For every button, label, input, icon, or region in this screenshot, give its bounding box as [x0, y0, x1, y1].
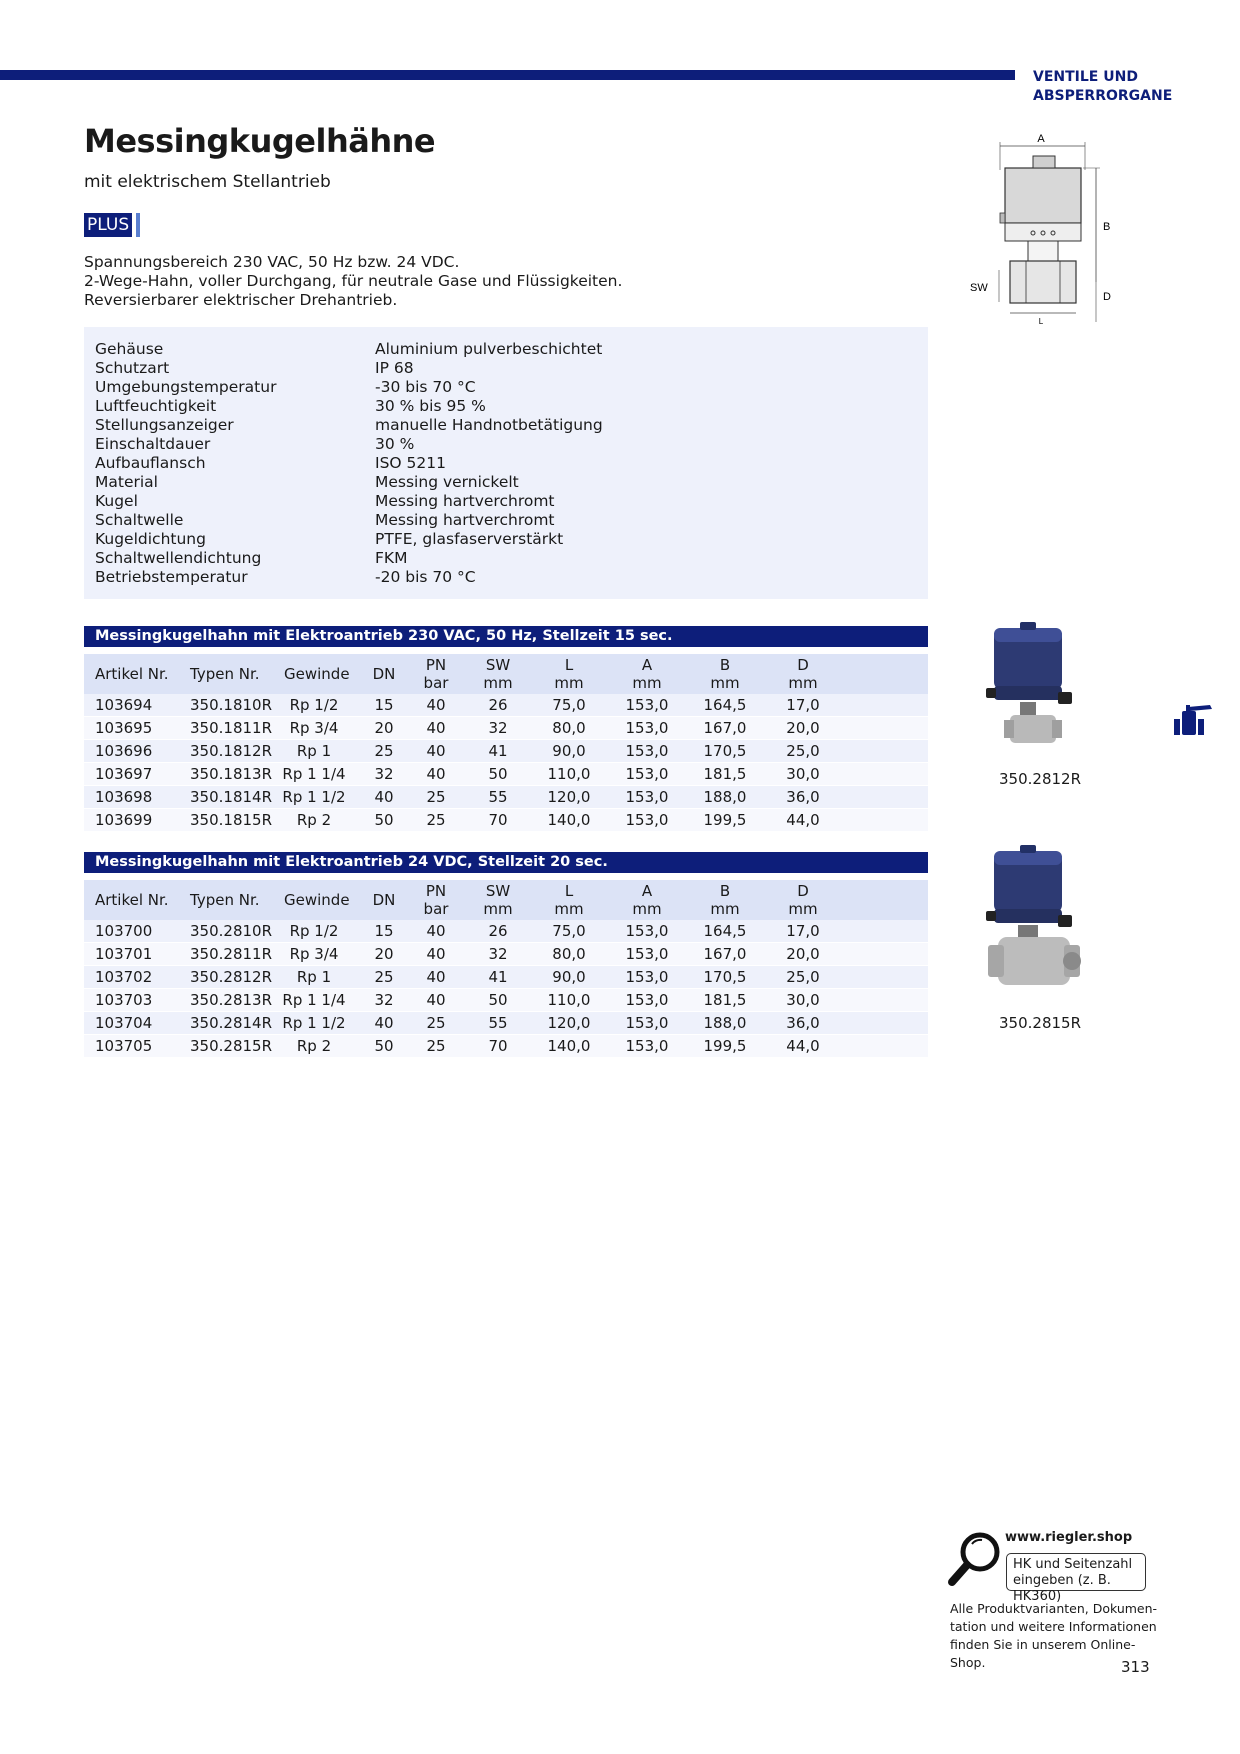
cell-l: 90,0 — [552, 968, 586, 986]
col-d-unit: mm — [788, 900, 818, 918]
cell-d: 36,0 — [786, 788, 820, 806]
cell-sw: 41 — [488, 968, 508, 986]
product-table-24vdc — [84, 852, 928, 1058]
cell-b: 199,5 — [703, 1037, 747, 1055]
plus-badge-text: PLUS — [84, 213, 132, 237]
col-pn-label: PN — [425, 656, 447, 674]
cell-a: 153,0 — [625, 1037, 669, 1055]
spec-key: Aufbauflansch — [95, 454, 206, 472]
table-row — [84, 809, 928, 832]
cell-dn: 15 — [374, 696, 394, 714]
cell-gewinde: Rp 1/2 — [289, 696, 339, 714]
intro-line: 2-Wege-Hahn, voller Durchgang, für neutrale Gase und Flüssigkeiten. — [84, 272, 623, 290]
spec-value: PTFE, glasfaserverstärkt — [375, 530, 564, 548]
col-sw — [468, 656, 528, 692]
table-title: Messingkugelhahn mit Elektroantrieb 230 VAC, 50 Hz, Stellzeit 15 sec. — [84, 626, 928, 647]
col-pn — [406, 656, 466, 692]
dim-label-d: D — [1103, 291, 1111, 303]
col-b-label: B — [719, 882, 731, 900]
cell-pn: 25 — [426, 1037, 446, 1055]
table-row — [84, 920, 928, 943]
cell-l: 80,0 — [552, 945, 586, 963]
cell-artikel: 103704 — [95, 1014, 153, 1032]
cell-dn: 50 — [374, 811, 394, 829]
table-row — [84, 694, 928, 717]
spec-row — [95, 435, 915, 454]
spec-row — [95, 416, 915, 435]
spec-key: Schaltwellendichtung — [95, 549, 262, 567]
cell-sw: 50 — [488, 765, 508, 783]
col-artikel: Artikel Nr. — [95, 891, 169, 909]
cell-artikel: 103697 — [95, 765, 153, 783]
cell-artikel: 103702 — [95, 968, 153, 986]
product-caption: 350.2815R — [999, 1014, 1081, 1032]
col-a — [612, 656, 682, 692]
table-row — [84, 943, 928, 966]
cell-sw: 55 — [488, 788, 508, 806]
cell-pn: 40 — [426, 696, 446, 714]
cell-gewinde: Rp 1 — [296, 742, 332, 760]
cell-d: 36,0 — [786, 1014, 820, 1032]
cell-dn: 20 — [374, 945, 394, 963]
cell-d: 25,0 — [786, 742, 820, 760]
table-row — [84, 717, 928, 740]
col-a-label: A — [641, 656, 653, 674]
cell-sw: 26 — [488, 922, 508, 940]
shop-hint-line: eingeben (z. B. HK360) — [1013, 1573, 1111, 1604]
cell-artikel: 103705 — [95, 1037, 153, 1055]
col-sw-label: SW — [485, 656, 511, 674]
dim-label-sw: SW — [970, 282, 988, 294]
spec-value: -30 bis 70 °C — [375, 378, 476, 396]
cell-l: 140,0 — [547, 1037, 591, 1055]
cell-b: 170,5 — [703, 968, 747, 986]
col-sw-label: SW — [485, 882, 511, 900]
col-pn — [406, 882, 466, 918]
spec-row — [95, 359, 915, 378]
table-row — [84, 786, 928, 809]
col-artikel: Artikel Nr. — [95, 665, 169, 683]
cell-pn: 40 — [426, 991, 446, 1009]
spec-row — [95, 473, 915, 492]
spec-value: ISO 5211 — [375, 454, 446, 472]
spec-key: Betriebstemperatur — [95, 568, 248, 586]
cell-artikel: 103694 — [95, 696, 153, 714]
cell-b: 181,5 — [703, 765, 747, 783]
spec-key: Kugeldichtung — [95, 530, 206, 548]
spec-value: 30 % — [375, 435, 415, 453]
spec-key: Kugel — [95, 492, 138, 510]
valve-handle-icon — [1172, 703, 1214, 737]
cell-typen: 350.1814R — [190, 788, 272, 806]
cell-typen: 350.1810R — [190, 696, 272, 714]
col-d — [768, 882, 838, 918]
cell-l: 90,0 — [552, 742, 586, 760]
plus-badge-bar — [136, 213, 140, 237]
spec-row — [95, 454, 915, 473]
col-sw — [468, 882, 528, 918]
cell-gewinde: Rp 1 — [296, 968, 332, 986]
category-line-2: ABSPERRORGANE — [1033, 88, 1173, 104]
cell-l: 110,0 — [547, 991, 591, 1009]
table-body — [84, 920, 928, 1058]
col-l-unit: mm — [554, 900, 584, 918]
category-line-1: VENTILE UND — [1033, 69, 1138, 85]
cell-sw: 32 — [488, 945, 508, 963]
cell-a: 153,0 — [625, 1014, 669, 1032]
shop-search-hint — [1006, 1553, 1146, 1604]
spec-row — [95, 568, 915, 587]
cell-gewinde: Rp 2 — [296, 1037, 332, 1055]
cell-b: 167,0 — [703, 945, 747, 963]
product-image-350-2812r — [980, 620, 1090, 760]
cell-l: 110,0 — [547, 765, 591, 783]
cell-sw: 50 — [488, 991, 508, 1009]
cell-sw: 26 — [488, 696, 508, 714]
col-l — [534, 882, 604, 918]
spec-key: Stellungsanzeiger — [95, 416, 234, 434]
col-b — [690, 882, 760, 918]
shop-hint-line: HK und Seitenzahl — [1013, 1557, 1133, 1572]
cell-a: 153,0 — [625, 765, 669, 783]
cell-a: 153,0 — [625, 742, 669, 760]
cell-gewinde: Rp 3/4 — [289, 945, 339, 963]
col-typen: Typen Nr. — [190, 891, 260, 909]
cell-a: 153,0 — [625, 696, 669, 714]
cell-d: 30,0 — [786, 991, 820, 1009]
cell-b: 181,5 — [703, 991, 747, 1009]
cell-a: 153,0 — [625, 788, 669, 806]
spec-row — [95, 492, 915, 511]
table-title: Messingkugelhahn mit Elektroantrieb 24 VDC, Stellzeit 20 sec. — [84, 852, 928, 873]
cell-d: 20,0 — [786, 945, 820, 963]
cell-gewinde: Rp 1/2 — [289, 922, 339, 940]
col-pn-label: PN — [425, 882, 447, 900]
spec-value: Messing vernickelt — [375, 473, 519, 491]
col-gewinde: Gewinde — [284, 891, 350, 909]
cell-pn: 25 — [426, 788, 446, 806]
col-typen: Typen Nr. — [190, 665, 260, 683]
cell-pn: 40 — [426, 945, 446, 963]
col-dn: DN — [372, 665, 396, 683]
cell-dn: 32 — [374, 765, 394, 783]
shop-note-line: finden Sie in unserem Online-Shop. — [950, 1637, 1136, 1670]
col-d — [768, 656, 838, 692]
cell-a: 153,0 — [625, 719, 669, 737]
product-image-350-2815r — [980, 843, 1090, 1013]
page-title: Messingkugelhähne — [84, 122, 436, 160]
cell-sw: 70 — [488, 1037, 508, 1055]
cell-typen: 350.1813R — [190, 765, 272, 783]
col-l-label: L — [564, 656, 574, 674]
col-b-unit: mm — [710, 674, 740, 692]
spec-row — [95, 549, 915, 568]
cell-b: 188,0 — [703, 788, 747, 806]
spec-value: Aluminium pulverbeschichtet — [375, 340, 603, 358]
plus-badge — [84, 213, 140, 237]
dim-label-b: B — [1103, 221, 1111, 233]
table-row — [84, 966, 928, 989]
cell-artikel: 103695 — [95, 719, 153, 737]
cell-dn: 15 — [374, 922, 394, 940]
cell-l: 120,0 — [547, 788, 591, 806]
cell-a: 153,0 — [625, 922, 669, 940]
cell-sw: 41 — [488, 742, 508, 760]
table-row — [84, 763, 928, 786]
col-pn-unit: bar — [423, 674, 449, 692]
table-header — [84, 654, 928, 694]
spec-key: Gehäuse — [95, 340, 164, 358]
cell-gewinde: Rp 1 1/2 — [282, 788, 346, 806]
spec-value: Messing hartverchromt — [375, 511, 555, 529]
col-d-unit: mm — [788, 674, 818, 692]
col-l-unit: mm — [554, 674, 584, 692]
spec-row — [95, 530, 915, 549]
cell-a: 153,0 — [625, 968, 669, 986]
cell-a: 153,0 — [625, 991, 669, 1009]
table-row — [84, 740, 928, 763]
cell-gewinde: Rp 3/4 — [289, 719, 339, 737]
spec-key: Einschaltdauer — [95, 435, 211, 453]
cell-pn: 40 — [426, 968, 446, 986]
cell-d: 17,0 — [786, 922, 820, 940]
spec-key: Schutzart — [95, 359, 170, 377]
cell-l: 140,0 — [547, 811, 591, 829]
intro-text — [84, 253, 622, 310]
cell-l: 80,0 — [552, 719, 586, 737]
cell-gewinde: Rp 1 1/2 — [282, 1014, 346, 1032]
cell-sw: 32 — [488, 719, 508, 737]
page-subtitle: mit elektrischem Stellantrieb — [84, 172, 331, 192]
product-table-230vac — [84, 626, 928, 832]
cell-d: 17,0 — [786, 696, 820, 714]
col-b-label: B — [719, 656, 731, 674]
technical-drawing — [965, 130, 1115, 330]
cell-gewinde: Rp 1 1/4 — [282, 991, 346, 1009]
cell-typen: 350.2815R — [190, 1037, 272, 1055]
cell-gewinde: Rp 2 — [296, 811, 332, 829]
cell-artikel: 103698 — [95, 788, 153, 806]
col-a-unit: mm — [632, 674, 662, 692]
spec-value: 30 % bis 95 % — [375, 397, 486, 415]
table-body — [84, 694, 928, 832]
table-row — [84, 1012, 928, 1035]
cell-dn: 25 — [374, 968, 394, 986]
cell-pn: 40 — [426, 765, 446, 783]
cell-dn: 32 — [374, 991, 394, 1009]
cell-artikel: 103701 — [95, 945, 153, 963]
dim-label-l: L — [1038, 317, 1044, 326]
cell-sw: 70 — [488, 811, 508, 829]
category-label — [1033, 68, 1172, 106]
col-d-label: D — [797, 882, 809, 900]
shop-note-line: Alle Produktvarianten, Dokumen- — [950, 1601, 1158, 1616]
col-gewinde: Gewinde — [284, 665, 350, 683]
spec-key: Umgebungstemperatur — [95, 378, 277, 396]
cell-artikel: 103696 — [95, 742, 153, 760]
spec-value: manuelle Handnotbetätigung — [375, 416, 603, 434]
spec-row — [95, 378, 915, 397]
cell-pn: 40 — [426, 922, 446, 940]
cell-typen: 350.2813R — [190, 991, 272, 1009]
cell-artikel: 103700 — [95, 922, 153, 940]
col-b-unit: mm — [710, 900, 740, 918]
spec-box — [84, 327, 928, 599]
col-dn: DN — [372, 891, 396, 909]
cell-dn: 25 — [374, 742, 394, 760]
cell-l: 120,0 — [547, 1014, 591, 1032]
cell-b: 199,5 — [703, 811, 747, 829]
shop-url-link[interactable]: www.riegler.shop — [1005, 1530, 1133, 1545]
cell-b: 167,0 — [703, 719, 747, 737]
cell-pn: 40 — [426, 719, 446, 737]
cell-dn: 40 — [374, 1014, 394, 1032]
cell-d: 20,0 — [786, 719, 820, 737]
cell-a: 153,0 — [625, 945, 669, 963]
col-sw-unit: mm — [483, 900, 513, 918]
col-l — [534, 656, 604, 692]
cell-pn: 25 — [426, 811, 446, 829]
cell-d: 30,0 — [786, 765, 820, 783]
cell-artikel: 103699 — [95, 811, 153, 829]
cell-d: 44,0 — [786, 1037, 820, 1055]
col-d-label: D — [797, 656, 809, 674]
spec-row — [95, 511, 915, 530]
table-row — [84, 1035, 928, 1058]
cell-d: 25,0 — [786, 968, 820, 986]
cell-dn: 20 — [374, 719, 394, 737]
col-a-unit: mm — [632, 900, 662, 918]
col-a-label: A — [641, 882, 653, 900]
dim-label-a: A — [1037, 133, 1045, 145]
intro-line: Reversierbarer elektrischer Drehantrieb. — [84, 291, 398, 309]
cell-l: 75,0 — [552, 922, 586, 940]
spec-value: IP 68 — [375, 359, 414, 377]
cell-artikel: 103703 — [95, 991, 153, 1009]
cell-typen: 350.1811R — [190, 719, 272, 737]
spec-row — [95, 340, 915, 359]
spec-value: Messing hartverchromt — [375, 492, 555, 510]
spec-key: Schaltwelle — [95, 511, 184, 529]
cell-a: 153,0 — [625, 811, 669, 829]
cell-pn: 25 — [426, 1014, 446, 1032]
table-header — [84, 880, 928, 920]
cell-typen: 350.2811R — [190, 945, 272, 963]
col-l-label: L — [564, 882, 574, 900]
shop-note-line: tation und weitere Informationen — [950, 1619, 1157, 1634]
cell-pn: 40 — [426, 742, 446, 760]
spec-value: -20 bis 70 °C — [375, 568, 476, 586]
spec-key: Material — [95, 473, 158, 491]
cell-sw: 55 — [488, 1014, 508, 1032]
cell-b: 164,5 — [703, 696, 747, 714]
top-brand-bar — [0, 70, 1015, 80]
cell-typen: 350.2810R — [190, 922, 272, 940]
cell-d: 44,0 — [786, 811, 820, 829]
cell-b: 164,5 — [703, 922, 747, 940]
magnifier-icon — [946, 1530, 1004, 1590]
table-row — [84, 989, 928, 1012]
col-b — [690, 656, 760, 692]
page-number: 313 — [1121, 1658, 1150, 1676]
cell-l: 75,0 — [552, 696, 586, 714]
spec-row — [95, 397, 915, 416]
col-sw-unit: mm — [483, 674, 513, 692]
cell-b: 188,0 — [703, 1014, 747, 1032]
spec-key: Luftfeuchtigkeit — [95, 397, 217, 415]
cell-dn: 50 — [374, 1037, 394, 1055]
col-pn-unit: bar — [423, 900, 449, 918]
cell-typen: 350.2812R — [190, 968, 272, 986]
cell-gewinde: Rp 1 1/4 — [282, 765, 346, 783]
col-a — [612, 882, 682, 918]
cell-b: 170,5 — [703, 742, 747, 760]
product-caption: 350.2812R — [999, 770, 1081, 788]
cell-dn: 40 — [374, 788, 394, 806]
cell-typen: 350.1812R — [190, 742, 272, 760]
spec-value: FKM — [375, 549, 408, 567]
cell-typen: 350.2814R — [190, 1014, 272, 1032]
intro-line: Spannungsbereich 230 VAC, 50 Hz bzw. 24 VDC. — [84, 253, 460, 271]
cell-typen: 350.1815R — [190, 811, 272, 829]
